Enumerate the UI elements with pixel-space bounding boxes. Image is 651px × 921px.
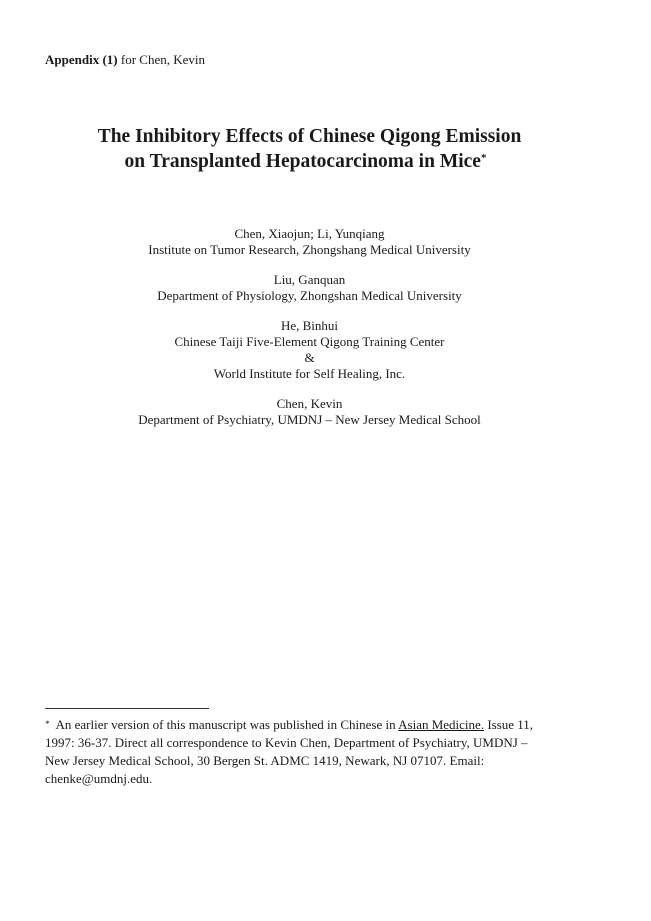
footnote-email: chenke@umdnj.edu. xyxy=(45,771,153,786)
spacer xyxy=(0,304,651,318)
author-affiliation: Chinese Taiji Five-Element Qigong Training Center xyxy=(174,334,445,349)
title-footnote-marker: * xyxy=(480,152,487,164)
author-name: Chen, Kevin xyxy=(276,396,343,411)
paper-title xyxy=(0,124,651,174)
author-affiliation: Institute on Tumor Research, Zhongshang Medical University xyxy=(148,242,471,257)
spacer xyxy=(0,258,651,272)
author-block xyxy=(0,226,651,428)
author-name: Liu, Ganquan xyxy=(273,272,346,287)
author-name: He, Binhui xyxy=(280,318,339,333)
footnote-marker: * xyxy=(45,719,50,729)
title-line-2-text: on Transplanted Hepatocarcinoma in Mice xyxy=(124,151,481,172)
appendix-header xyxy=(45,52,205,68)
footnote-line-1 xyxy=(45,716,585,734)
author-affiliation-secondary: World Institute for Self Healing, Inc. xyxy=(213,366,406,381)
journal-name: Asian Medicine. xyxy=(398,717,485,732)
author-affiliation: Department of Physiology, Zhongshan Medical University xyxy=(157,288,462,303)
appendix-owner: for Chen, Kevin xyxy=(117,52,205,67)
footnote-line-2: 1997: 36-37. Direct all correspondence to Kevin Chen, Department of Psychiatry, UMDNJ – xyxy=(45,735,528,750)
title-line-1: The Inhibitory Effects of Chinese Qigong Emission xyxy=(97,126,522,147)
author-name: Chen, Xiaojun; Li, Yunqiang xyxy=(234,226,385,241)
appendix-label: Appendix (1) xyxy=(45,52,118,67)
spacer xyxy=(0,382,651,396)
footnote-line-3: New Jersey Medical School, 30 Bergen St. ADMC 1419, Newark, NJ 07107. Email: xyxy=(45,753,485,768)
affiliation-connector: & xyxy=(304,350,315,365)
footnote-text: An earlier version of this manuscript was published in Chinese in xyxy=(55,717,399,732)
footnote-text: Issue 11, xyxy=(484,717,534,732)
footnote-divider xyxy=(45,708,209,709)
title-line-2 xyxy=(0,149,631,174)
author-affiliation: Department of Psychiatry, UMDNJ – New Jersey Medical School xyxy=(138,412,481,427)
footnote xyxy=(45,716,585,788)
